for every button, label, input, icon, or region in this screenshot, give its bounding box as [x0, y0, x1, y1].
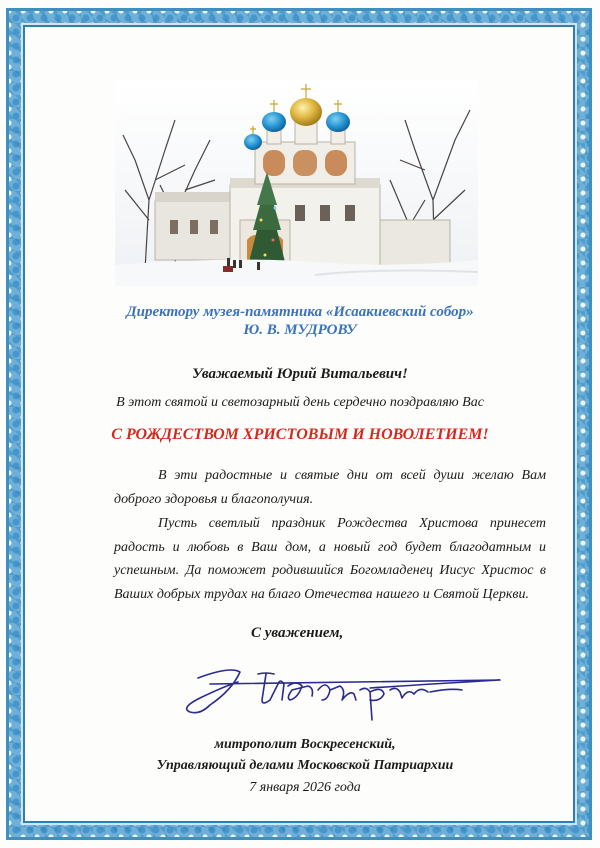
cathedral-illustration: [115, 80, 478, 286]
signatory-title: митрополит Воскресенский,: [214, 737, 396, 752]
signatory-position: Управляющий делами Московской Патриархии: [156, 758, 454, 773]
paragraph-wishes: В эти радостные и святые дни от всей души желаю Вам доброго здоровья и благополучия.: [114, 468, 546, 507]
handwritten-signature: [170, 660, 510, 730]
intro-line: В этот святой и светозарный день сердечно поздравляю Вас: [116, 395, 484, 410]
addressee-position: Директору музея-памятника «Исаакиевский собор»: [126, 304, 474, 320]
letter-date: 7 января 2026 года: [249, 780, 361, 795]
congratulation-heading: С РОЖДЕСТВОМ ХРИСТОВЫМ И НОВОЛЕТИЕМ!: [111, 426, 489, 443]
salutation: Уважаемый Юрий Витальевич!: [192, 366, 408, 382]
cathedral-photo: [115, 80, 478, 286]
paragraph-blessing: Пусть светлый праздник Рождества Христова принесет радость и любовь в Ваш дом, а новый год будет благодатным и успешным. Да поможет родившийся Богомладенец Иисус Христос в Ваших добрых трудах на благо Отечества нашего и Святой Церкви.: [114, 516, 546, 602]
closing: С уважением,: [251, 625, 344, 641]
addressee-name: Ю. В. МУДРОВУ: [243, 322, 357, 338]
